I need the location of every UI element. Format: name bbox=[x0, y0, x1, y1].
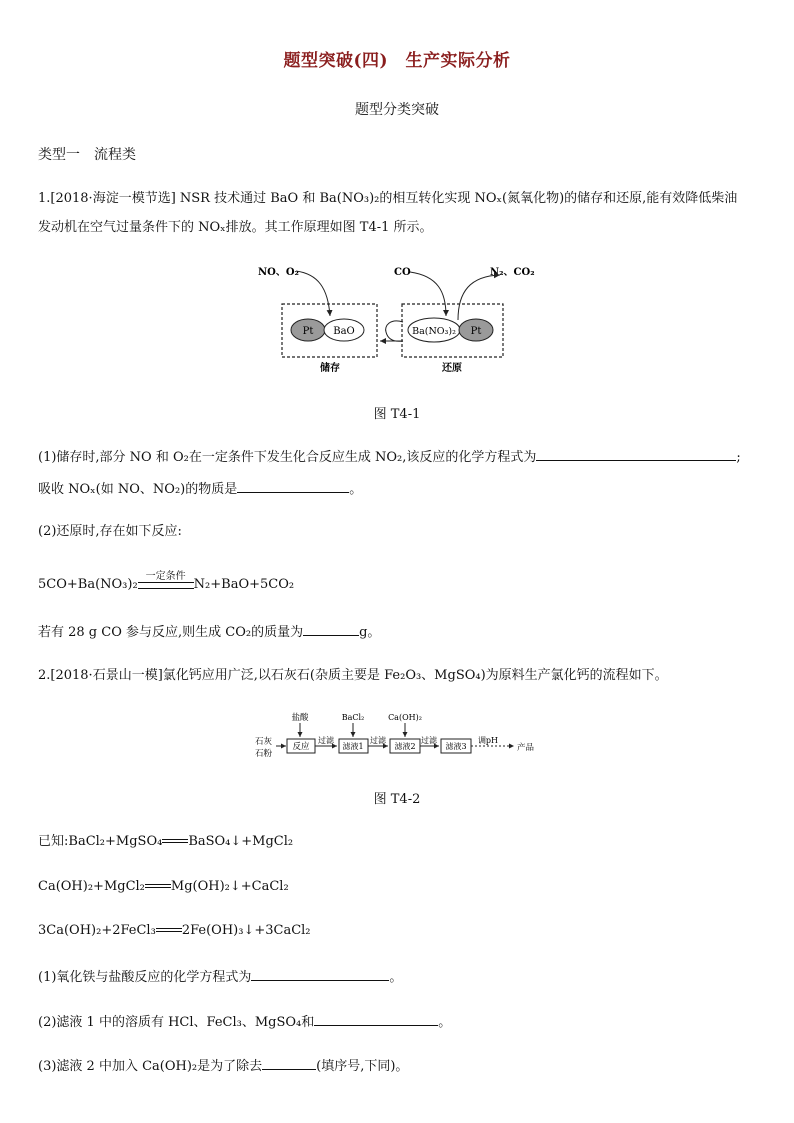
answer-blank-6[interactable] bbox=[262, 1056, 316, 1070]
svg-text:滤液1: 滤液1 bbox=[342, 742, 364, 751]
svg-text:滤液2: 滤液2 bbox=[394, 742, 416, 751]
q2-stem: 2.[2018·石景山一模]氯化钙应用广泛,以石灰石(杂质主要是 Fe₂O₃、MgSO₄)为原料生产氯化钙的流程如下。 bbox=[38, 668, 668, 683]
answer-blank-4[interactable] bbox=[251, 967, 389, 981]
figure-t4-1 bbox=[250, 258, 550, 383]
svg-text:反应: 反应 bbox=[292, 742, 310, 752]
q2-subquestion-2: (2)滤液 1 中的溶质有 HCl、FeCl₃、MgSO₄和 。 bbox=[38, 1012, 451, 1032]
label-no-o2: NO、O₂ bbox=[258, 267, 299, 278]
raw-material-bottom: 石粉 bbox=[255, 749, 273, 759]
store-label: 储存 bbox=[320, 363, 340, 374]
page-subtitle: 题型分类突破 bbox=[355, 102, 439, 118]
page-title: 题型突破(四) 生产实际分析 bbox=[283, 51, 511, 71]
svg-text:过滤: 过滤 bbox=[370, 736, 386, 745]
known-equation-3: 3Ca(OH)₂+2FeCl₃ 2Fe(OH)₃↓+3CaCl₂ bbox=[38, 923, 311, 938]
q1-part2-question: 若有 28 g CO 参与反应,则生成 CO₂的质量为 g。 bbox=[38, 622, 380, 642]
answer-blank-5[interactable] bbox=[314, 1012, 438, 1026]
q2-subquestion-3: (3)滤液 2 中加入 Ca(OH)₂是为了除去 (填序号,下同)。 bbox=[38, 1056, 408, 1076]
q1-part1-line2: 吸收 NOₓ(如 NO、NO₂)的物质是 。 bbox=[38, 479, 362, 499]
reduce-label: 还原 bbox=[442, 363, 462, 374]
raw-material-top: 石灰 bbox=[255, 737, 273, 747]
answer-blank-3[interactable] bbox=[303, 622, 359, 636]
arrow-co-in bbox=[410, 272, 446, 316]
condition-sign: 一定条件 bbox=[138, 581, 194, 589]
svg-text:过滤: 过滤 bbox=[421, 736, 437, 745]
answer-blank-1[interactable] bbox=[536, 447, 736, 461]
svg-text:Pt: Pt bbox=[470, 326, 482, 337]
q1-part1-line1: (1)储存时,部分 NO 和 O₂在一定条件下发生化合反应生成 NO₂,该反应的化学方程式为 ; bbox=[38, 447, 741, 467]
figure-t4-2-caption: 图 T4-2 bbox=[373, 792, 421, 807]
caoh2-label: Ca(OH)₂ bbox=[388, 713, 422, 722]
adjust-ph-label: 调pH bbox=[477, 736, 499, 745]
q1-stem-line1: 1.[2018·海淀一模节选] NSR 技术通过 BaO 和 Ba(NO₃)₂的相互转化实现 NOₓ(氮氧化物)的储存和还原,能有效降低柴油 bbox=[38, 191, 738, 206]
cycle-arrow bbox=[386, 321, 403, 341]
q1-reaction-equation: 5CO+Ba(NO₃)₂ 一定条件 N₂+BaO+5CO₂ bbox=[38, 570, 295, 592]
svg-text:过滤: 过滤 bbox=[318, 736, 334, 745]
product-label: 产品 bbox=[517, 743, 535, 753]
known-equation-1: 已知:BaCl₂+MgSO₄ BaSO₄↓+MgCl₂ bbox=[38, 834, 294, 849]
label-co: CO bbox=[394, 267, 411, 278]
bacl2-label: BaCl₂ bbox=[341, 713, 365, 722]
figure-t4-2 bbox=[252, 708, 552, 766]
svg-text:Pt: Pt bbox=[302, 326, 314, 337]
section-heading: 类型一 流程类 bbox=[38, 147, 136, 163]
answer-blank-2[interactable] bbox=[237, 479, 349, 493]
arrow-n2-co2-out bbox=[458, 275, 500, 320]
q1-stem-line2: 发动机在空气过量条件下的 NOₓ排放。其工作原理如图 T4-1 所示。 bbox=[38, 220, 433, 235]
hcl-label: 盐酸 bbox=[291, 713, 309, 723]
q2-subquestion-1: (1)氧化铁与盐酸反应的化学方程式为 。 bbox=[38, 967, 402, 987]
known-equation-2: Ca(OH)₂+MgCl₂ Mg(OH)₂↓+CaCl₂ bbox=[38, 879, 289, 894]
q1-part2: (2)还原时,存在如下反应: bbox=[38, 524, 182, 539]
figure-t4-1-caption: 图 T4-1 bbox=[373, 407, 421, 422]
svg-text:Ba(NO₃)₂: Ba(NO₃)₂ bbox=[412, 326, 456, 337]
label-n2-co2: N₂、CO₂ bbox=[490, 267, 535, 278]
svg-text:BaO: BaO bbox=[333, 326, 355, 337]
arrow-no-o2-in bbox=[296, 271, 330, 316]
svg-text:滤液3: 滤液3 bbox=[445, 742, 467, 751]
